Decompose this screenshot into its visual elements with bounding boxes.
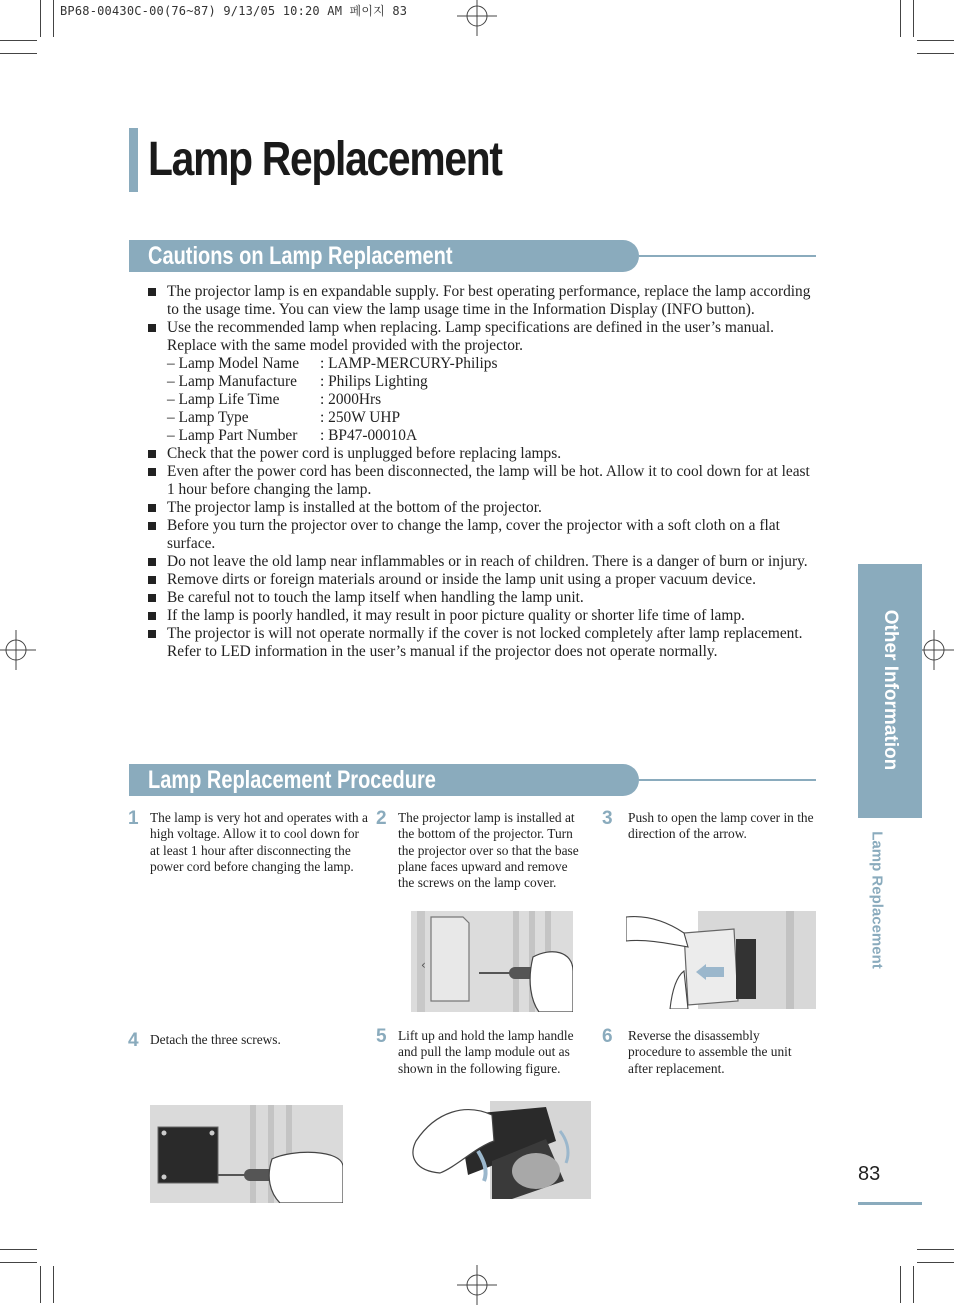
step-number: 5 — [376, 1026, 387, 1047]
spec-key: – Lamp Part Number — [167, 427, 298, 444]
spec-row — [167, 355, 820, 373]
list-item — [148, 589, 820, 607]
list-item — [148, 571, 820, 589]
square-bullet-icon — [148, 450, 156, 458]
square-bullet-icon — [148, 558, 156, 566]
list-item — [148, 463, 820, 499]
square-bullet-icon — [148, 504, 156, 512]
crop-mark — [900, 0, 901, 37]
registration-mark-icon — [457, 1265, 497, 1305]
list-item — [148, 553, 820, 571]
spec-row — [167, 427, 820, 445]
square-bullet-icon — [148, 522, 156, 530]
spec-value: : 250W UHP — [320, 409, 401, 426]
step-number: 2 — [376, 808, 387, 829]
crop-mark — [0, 1249, 37, 1250]
spec-key: – Lamp Manufacture — [167, 373, 297, 390]
list-item-text: If the lamp is poorly handled, it may result in poor picture quality or shorter life time of lamp. — [167, 607, 745, 624]
step-number: 4 — [128, 1030, 139, 1051]
square-bullet-icon — [148, 612, 156, 620]
step-text: Lift up and hold the lamp handle and pull the lamp module out as shown in the following figure. — [398, 1028, 574, 1076]
step-2-illustration — [411, 911, 573, 1012]
spec-value: : Philips Lighting — [320, 373, 428, 390]
crop-mark — [53, 0, 54, 37]
crop-mark — [913, 0, 914, 37]
step-number: 3 — [602, 808, 613, 829]
crop-mark — [53, 1266, 54, 1303]
section-rule — [639, 255, 816, 257]
step-4-illustration — [150, 1105, 343, 1203]
svg-text:‹: ‹ — [421, 958, 426, 972]
crop-mark — [40, 0, 41, 37]
spec-key: – Lamp Life Time — [167, 391, 280, 408]
spec-value: : 2000Hrs — [320, 391, 382, 408]
list-item-text: Remove dirts or foreign materials around or inside the lamp unit using a proper vacuum device. — [167, 571, 756, 588]
lamp-spec-list — [167, 355, 820, 445]
section-header-cautions — [129, 240, 816, 272]
list-item-text: The projector is will not operate normally if the cover is not locked completely after lamp replacement. Refer to LED information in the user’s manual if the projector does not operate normally. — [167, 625, 803, 660]
section-header-procedure — [129, 764, 816, 796]
page-number: 83 — [858, 1163, 881, 1185]
step-text: Detach the three screws. — [150, 1032, 281, 1047]
step-3-illustration — [626, 911, 816, 1009]
title-accent-bar — [129, 128, 138, 192]
spec-value: : BP47-00010A — [320, 427, 418, 444]
list-item-text: The projector lamp is en expandable supply. For best operating performance, replace the lamp according to the usage time. You can view the lamp usage time in the Information Display (INFO button). — [167, 283, 811, 318]
crop-mark — [0, 53, 37, 54]
square-bullet-icon — [148, 324, 156, 332]
list-item — [148, 625, 820, 661]
square-bullet-icon — [148, 576, 156, 584]
crop-mark — [917, 1262, 954, 1263]
crop-mark — [40, 1266, 41, 1303]
spec-value: : LAMP-MERCURY-Philips — [320, 355, 498, 372]
side-tab-other-information — [858, 564, 922, 818]
list-item-text: The projector lamp is installed at the bottom of the projector. — [167, 499, 542, 516]
crop-mark — [0, 40, 37, 41]
list-item — [148, 517, 820, 553]
spec-key: – Lamp Model Name — [167, 355, 300, 372]
crop-mark — [913, 1266, 914, 1303]
step-text: Push to open the lamp cover in the direction of the arrow. — [628, 810, 814, 842]
list-item — [148, 319, 820, 445]
print-header: BP68-00430C-00(76~87) 9/13/05 10:20 AM 페이지 83 — [60, 4, 408, 18]
step-number: 1 — [128, 808, 139, 829]
registration-mark-icon — [457, 0, 497, 36]
page-title: Lamp Replacement — [148, 133, 502, 186]
square-bullet-icon — [148, 630, 156, 638]
step-text: The projector lamp is installed at the bottom of the projector. Turn the projector over so that the base plane faces upward and remove the screws on the lamp cover. — [398, 810, 579, 891]
list-item-text: Before you turn the projector over to change the lamp, cover the projector with a soft cloth on a flat surface. — [167, 517, 780, 552]
step-text: The lamp is very hot and operates with a high voltage. Allow it to cool down for at least 1 hour after disconnecting the power cord before changing the lamp. — [150, 810, 368, 874]
cautions-list — [148, 283, 820, 661]
section-rule — [639, 779, 816, 781]
page-number-rule — [858, 1202, 922, 1205]
list-item-text: Use the recommended lamp when replacing. Lamp specifications are defined in the user’s manual. Replace with the same model provided with the projector. — [167, 319, 774, 354]
square-bullet-icon — [148, 468, 156, 476]
square-bullet-icon — [148, 594, 156, 602]
side-tab-subtitle: Lamp Replacement — [868, 831, 886, 969]
spec-key: – Lamp Type — [167, 409, 249, 426]
list-item-text: Even after the power cord has been disconnected, the lamp will be hot. Allow it to cool down for at least 1 hour before changing the lamp. — [167, 463, 810, 498]
list-item — [148, 283, 820, 319]
crop-mark — [0, 1262, 37, 1263]
spec-row — [167, 409, 820, 427]
registration-mark-icon — [0, 630, 36, 670]
square-bullet-icon — [148, 288, 156, 296]
crop-mark — [917, 53, 954, 54]
step-text: Reverse the disassembly procedure to assemble the unit after replacement. — [628, 1028, 792, 1076]
list-item-text: Be careful not to touch the lamp itself when handling the lamp unit. — [167, 589, 584, 606]
list-item-text: Do not leave the old lamp near inflammables or in reach of children. There is a danger of burn or injury. — [167, 553, 808, 570]
section-title: Lamp Replacement Procedure — [148, 766, 436, 794]
section-title: Cautions on Lamp Replacement — [148, 242, 453, 270]
crop-mark — [917, 1249, 954, 1250]
step-number: 6 — [602, 1026, 613, 1047]
crop-mark — [917, 40, 954, 41]
step-5-illustration — [396, 1101, 591, 1199]
list-item-text: Check that the power cord is unplugged before replacing lamps. — [167, 445, 562, 462]
list-item — [148, 607, 820, 625]
spec-row — [167, 373, 820, 391]
side-tab-title: Other Information — [880, 609, 901, 771]
list-item — [148, 445, 820, 463]
spec-row — [167, 391, 820, 409]
crop-mark — [900, 1266, 901, 1303]
list-item — [148, 499, 820, 517]
